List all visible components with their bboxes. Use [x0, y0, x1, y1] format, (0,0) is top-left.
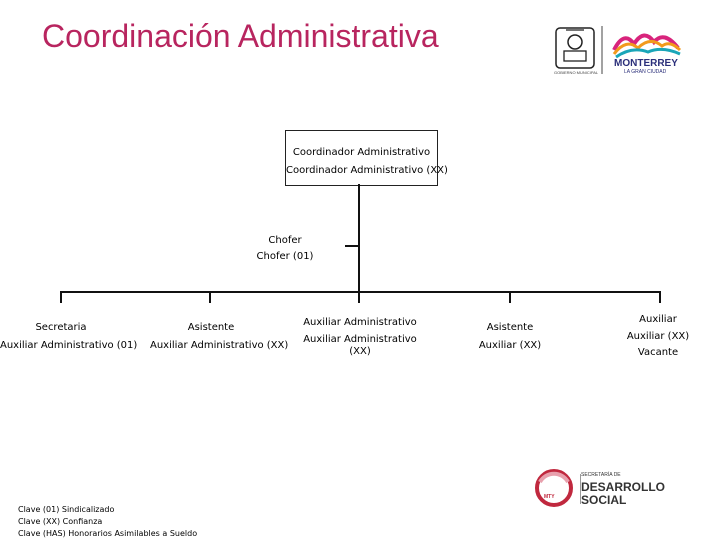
sedesol-badge-text: MTY — [544, 494, 555, 500]
child-1-title: Secretaria — [35, 322, 87, 333]
drop-line-5 — [659, 291, 661, 303]
assistant-title: Chofer — [268, 235, 302, 246]
root-title: Coordinador Administrativo — [292, 147, 431, 158]
drop-line-3 — [358, 291, 360, 303]
root-position: Coordinador Administrativo (XX) — [286, 165, 448, 176]
mountain-logo-icon — [614, 35, 680, 57]
shield-icon — [556, 28, 594, 68]
child-5-position: Auxiliar (XX) — [626, 331, 690, 342]
sedesol-top-text: SECRETARÍA DE — [581, 472, 621, 478]
child-2-title: Asistente — [187, 322, 235, 333]
sedesol-logo — [534, 468, 694, 512]
assistant-connector — [345, 245, 360, 247]
child-3-title: Auxiliar Administrativo — [303, 317, 417, 328]
shield-caption: GOBIERNO MUNICIPAL — [554, 70, 599, 75]
horizontal-bus-line — [60, 291, 661, 293]
sedesol-main-text-1: DESARROLLO — [581, 480, 665, 494]
child-2-position: Auxiliar Administrativo (XX) — [150, 340, 289, 351]
child-5-status: Vacante — [637, 347, 679, 358]
trunk-line — [358, 184, 360, 298]
drop-line-1 — [60, 291, 62, 303]
page-title: Coordinación Administrativa — [42, 18, 439, 54]
child-4-position: Auxiliar (XX) — [478, 340, 542, 351]
child-3-position: Auxiliar Administrativo (XX) — [303, 334, 417, 357]
legend — [18, 504, 197, 540]
legend-item: Clave (01) Sindicalizado — [18, 505, 115, 514]
root-node — [285, 130, 448, 186]
sedesol-main-text-2: SOCIAL — [581, 493, 627, 507]
child-5-title: Auxiliar — [639, 314, 677, 325]
child-1-position: Auxiliar Administrativo (01) — [0, 340, 138, 351]
monterrey-tagline: LA GRAN CIUDAD — [624, 69, 667, 75]
monterrey-logo — [552, 24, 697, 76]
monterrey-wordmark: MONTERREY — [614, 58, 678, 69]
child-4-title: Asistente — [486, 322, 534, 333]
drop-line-4 — [509, 291, 511, 303]
legend-item: Clave (HAS) Honorarios Asimilables a Sueldo — [18, 529, 198, 538]
sedesol-badge-icon — [534, 468, 574, 508]
legend-item: Clave (XX) Confianza — [18, 517, 103, 526]
assistant-position: Chofer (01) — [256, 251, 314, 262]
drop-line-2 — [209, 291, 211, 303]
